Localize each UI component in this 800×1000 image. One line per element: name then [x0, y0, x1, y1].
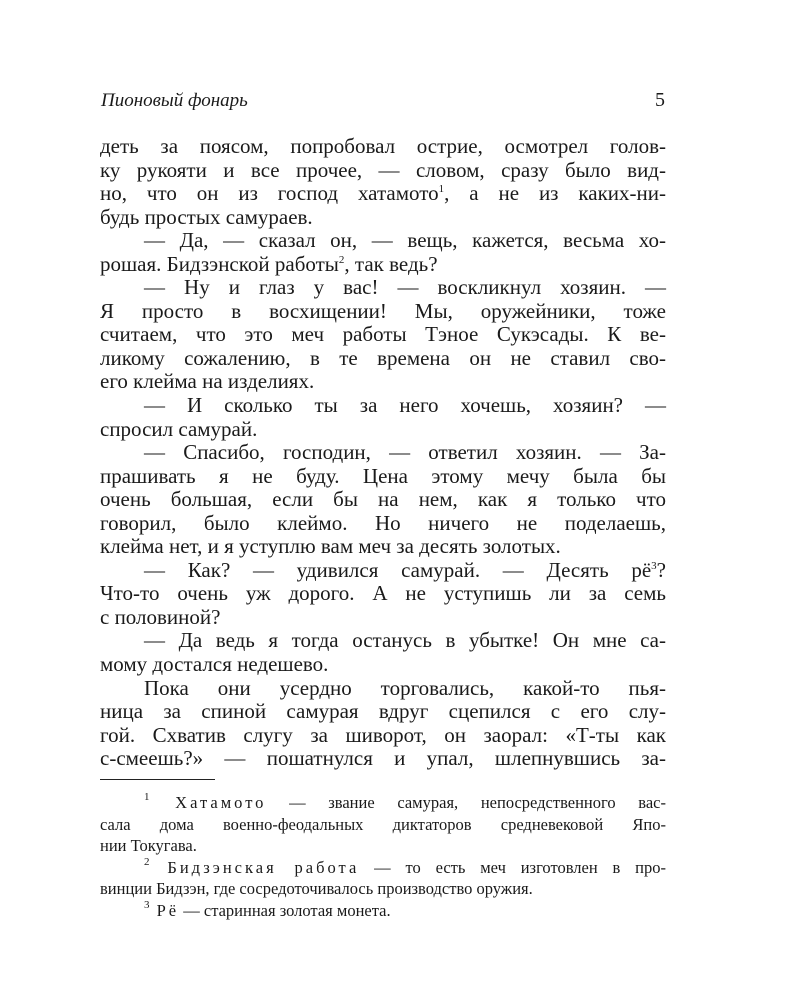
text-run: будь простых самураев.: [100, 204, 313, 229]
text-run: , так ведь?: [344, 251, 438, 276]
body-line: [100, 724, 666, 748]
footnote-line: [100, 792, 666, 814]
text-run: но, что он из господ хатамото: [100, 181, 439, 206]
text-run: — звание самурая, непосредственного вас-: [266, 793, 666, 812]
body-line: [100, 535, 666, 559]
body-line: [100, 582, 666, 606]
text-run: ку рукояти и все прочее, — словом, сразу было вид-: [100, 157, 666, 182]
footnote-marker: 1: [144, 791, 150, 803]
footnote-line: [100, 835, 666, 857]
text-run: говорил, было клеймо. Но ничего не поделаешь,: [100, 510, 666, 535]
text-run: его клейма на изделиях.: [100, 369, 315, 394]
text-run: Я просто в восхищении! Мы, оружейники, тоже: [100, 298, 666, 323]
text-run: Пока они усердно торговались, какой-то пья-: [144, 675, 666, 700]
body-line: [100, 629, 666, 653]
body-line: [100, 229, 666, 253]
text-run: , а не из каких-ни-: [444, 181, 666, 206]
running-header-title: Пионовый фонарь: [101, 90, 248, 111]
body-line: [100, 606, 666, 630]
text-run: — И сколько ты за него хочешь, хозяин? —: [144, 393, 666, 418]
body-line: [100, 677, 666, 701]
text-run: считаем, что это меч работы Тэное Сукэсады. К ве-: [100, 322, 666, 347]
body-line: [100, 559, 666, 583]
text-run: прашивать я не буду. Цена этому мечу была бы: [100, 463, 666, 488]
footnote-term: Хатамото: [149, 793, 267, 812]
body-line: [100, 159, 666, 183]
body-line: [100, 700, 666, 724]
text-run: Что-то очень уж дорого. А не уступишь ли за семь: [100, 581, 666, 606]
text-run: ликому сожалению, в те времена он не ставил сво-: [100, 345, 666, 370]
text-run: — старинная золотая монета.: [179, 900, 391, 920]
footnote-line: [100, 857, 666, 879]
text-run: нии Токугава.: [100, 836, 197, 855]
footnote-line: [100, 878, 666, 900]
body-line: [100, 135, 666, 159]
text-run: клейма нет, и я уступлю вам меч за десять золотых.: [100, 534, 561, 559]
footnote-marker: 3: [651, 559, 657, 572]
footnote-marker: 2: [338, 253, 345, 266]
body-line: [100, 394, 666, 418]
body-line: [100, 182, 666, 206]
text-run: с-смеешь?» — пошатнулся и упал, шлепнувшись за-: [100, 746, 666, 771]
text-run: — Да ведь я тогда останусь в убытке! Он мне са-: [144, 628, 666, 653]
body-line: [100, 441, 666, 465]
body-text: [100, 135, 666, 771]
body-line: [100, 253, 666, 277]
footnote-marker: 1: [438, 183, 445, 196]
body-line: [100, 488, 666, 512]
body-line: [100, 653, 666, 677]
footnote-divider: [100, 779, 215, 780]
body-line: [100, 323, 666, 347]
body-line: [100, 512, 666, 536]
text-run: спросил самурай.: [100, 416, 258, 441]
text-run: гой. Схватив слугу за шиворот, он заорал: «Т-ты как: [100, 722, 666, 747]
text-run: ?: [656, 557, 666, 582]
body-line: [100, 347, 666, 371]
text-run: очень большая, если бы на нем, как я только что: [100, 487, 666, 512]
text-run: ница за спиной самурая вдруг сцепился с его слу-: [100, 699, 666, 724]
text-run: рошая. Бидзэнской работы: [100, 251, 339, 276]
footnote-line: [100, 900, 666, 922]
body-line: [100, 370, 666, 394]
footnote-term: Бидзэнская работа: [149, 857, 360, 877]
text-run: — Как? — удивился самурай. — Десять рё: [144, 557, 652, 582]
text-run: винции Бидзэн, где сосредоточивалось производство оружия.: [100, 879, 533, 898]
body-line: [100, 276, 666, 300]
body-line: [100, 206, 666, 230]
text-run: мому достался недешево.: [100, 652, 329, 677]
footnote-line: [100, 814, 666, 836]
body-line: [100, 465, 666, 489]
page-number: 5: [655, 89, 665, 111]
text-run: — Спасибо, господин, — ответил хозяин. — За-: [144, 440, 666, 465]
footnotes: [100, 792, 666, 921]
text-run: деть за поясом, попробовал острие, осмотрел голов-: [100, 134, 666, 158]
footnote-marker: 2: [144, 855, 150, 868]
footnote-marker: 3: [144, 898, 150, 911]
text-run: — то есть меч изготовлен в про-: [359, 857, 666, 877]
body-line: [100, 747, 666, 771]
text-run: сала дома военно-феодальных диктаторов средневековой Япо-: [100, 814, 666, 834]
text-run: — Да, — сказал он, — вещь, кажется, весьма хо-: [144, 228, 666, 253]
body-line: [100, 418, 666, 442]
text-run: с половиной?: [100, 604, 221, 629]
body-line: [100, 300, 666, 324]
footnote-term: Рё: [149, 900, 180, 920]
text-run: — Ну и глаз у вас! — воскликнул хозяин. —: [144, 275, 666, 300]
